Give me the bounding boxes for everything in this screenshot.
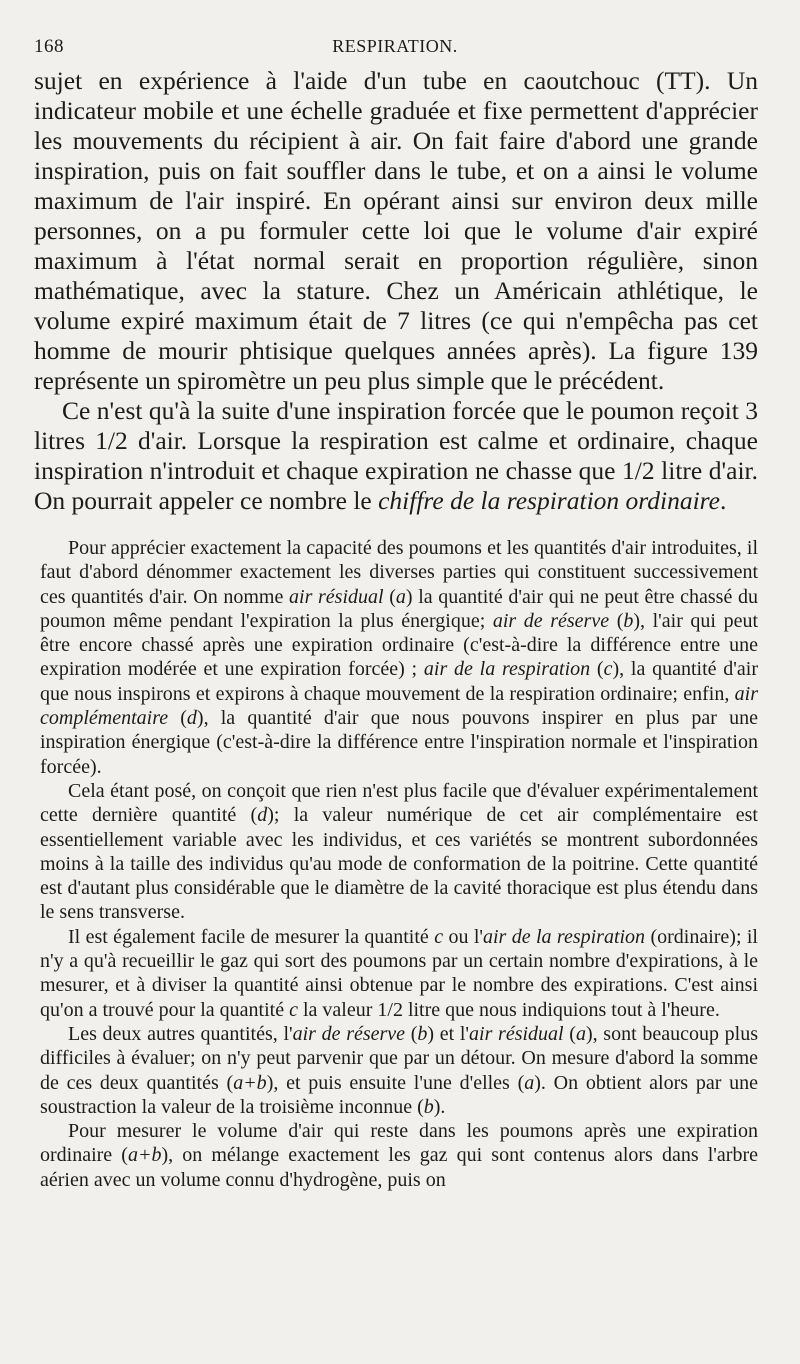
italic-term: air de réserve xyxy=(492,609,610,632)
text-run: (ordinaire); il n'y a qu'à recueillir le gaz qui sort des poumons par un certain nombre d'expirations, à le mesurer, et à diviser la quantité ainsi obtenue par le nombre des expirations. C'est ainsi qu'on a trouvé pour la quantité xyxy=(40,925,758,1021)
page-number: 168 xyxy=(34,36,64,57)
paragraph-complementary-air xyxy=(40,779,758,925)
text-run: ), la quantité d'air que nous pouvons inspirer en plus par une inspiration énergique (c'est-à-dire la différence entre l'inspiration normale et l'inspiration forcée). xyxy=(40,707,758,778)
paragraph-text: Ce n'est qu'à la suite d'une inspiration forcée que le poumon reçoit 3 litres 1/2 d'air. Lorsque la respiration est calme et ordinaire, chaque inspiration n'introduit et chaque expiration ne chasse que 1/2 litre d'air. On pourrait appeler ce nombre le xyxy=(34,396,758,515)
text-run: Les deux autres quantités, l' xyxy=(68,1022,293,1045)
italic-term: air complémentaire xyxy=(40,682,758,730)
text-run: Il est également facile de mesurer la quantité xyxy=(68,925,435,948)
paragraph-text: . xyxy=(719,486,727,515)
text-run: ), sont beaucoup plus difficiles à évaluer; on n'y peut parvenir que par un détour. On mesure d'abord la somme de ces deux quantités ( xyxy=(40,1022,758,1094)
text-run: ( xyxy=(609,609,624,632)
text-run: Pour mesurer le volume d'air qui reste dans les poumons après une expiration ordinaire ( xyxy=(40,1120,758,1167)
text-run: ( xyxy=(405,1022,418,1045)
italic-variable: b xyxy=(417,1022,428,1045)
text-run: ) la quantité d'air qui ne peut être chassé du poumon même pendant l'expiration la plus énergique; xyxy=(40,585,758,632)
text-run: ). On obtient alors par une soustraction la valeur de la troisième inconnue ( xyxy=(40,1071,758,1118)
text-run: ( xyxy=(590,658,604,681)
italic-term: air résidual xyxy=(289,585,384,608)
text-run: ), l'air qui peut être encore chassé après une expiration ordinaire (c'est-à-dire la différence entre une expiration modérée et une expiration forcée) ; xyxy=(40,609,759,681)
italic-variable: a xyxy=(575,1022,586,1045)
running-title: RESPIRATION. xyxy=(332,36,458,56)
italic-variable: d xyxy=(186,707,197,730)
paragraph-reserve-residual xyxy=(40,1022,758,1119)
italic-variable: b xyxy=(423,1095,434,1118)
italic-variable: a+b xyxy=(233,1071,267,1094)
italic-term: air de la respiration xyxy=(423,658,591,681)
italic-term: air de la respiration xyxy=(483,925,646,948)
italic-variable: b xyxy=(623,609,634,632)
text-run: ). xyxy=(433,1095,446,1118)
paragraph-air-definitions xyxy=(40,536,758,779)
paragraph-respiration-air xyxy=(40,925,758,1022)
italic-variable: c xyxy=(434,925,444,948)
paragraph-spirometer: sujet en expérience à l'aide d'un tube en caoutchouc (TT). Un indicateur mobile et une échelle graduée et fixe permettent d'apprécier les mouvements du récipient à air. On fait faire d'abord une grande inspiration, puis on fait souffler dans le tube, et on a ainsi le volume maximum de l'air inspiré. En opérant ainsi sur environ deux mille personnes, on a pu formuler cette loi que le volume d'air expiré maximum à l'état normal serait en proportion régulière, sinon mathématique, avec la stature. Chez un Américain athlétique, le volume expiré maximum était de 7 litres (ce qui n'empêcha pas cet homme de mourir phtisique quelques années après). La figure 139 représente un spiromètre un peu plus simple que le précédent. xyxy=(34,66,758,395)
small-type-section xyxy=(34,536,758,1192)
text-run: ( xyxy=(383,585,396,608)
text-run: Cela étant posé, on conçoit que rien n'est plus facile que d'évaluer expérimentalement cette dernière quantité ( xyxy=(40,779,758,827)
text-run: la valeur 1/2 litre que nous indiquions tout à l'heure. xyxy=(297,998,720,1021)
text-run: ou l' xyxy=(443,925,483,948)
paragraph-hydrogen-method xyxy=(40,1119,758,1192)
text-run: ( xyxy=(168,707,187,730)
page-body xyxy=(34,66,758,1192)
paragraph-respiration-volume xyxy=(34,396,758,516)
italic-variable: d xyxy=(257,804,268,827)
page-header xyxy=(34,36,756,62)
text-run: ); la valeur numérique de cet air complémentaire est essentiellement variable avec les individus, et ces variétés se montrent subordonnées moins à la taille des individus qu'au mode de conformation de la poitrine. Cette quantité est d'autant plus considérable que le diamètre de la cavité thoracique est plus étendu dans le sens transverse. xyxy=(40,804,758,924)
italic-variable: a xyxy=(524,1071,535,1094)
text-run: Pour apprécier exactement la capacité des poumons et les quantités d'air introduites, il faut d'abord dénommer exactement les diverses parties qui constituent successivement ces quantités d'air. On nomme xyxy=(40,537,758,608)
italic-term: air résidual xyxy=(469,1022,564,1045)
text-run: ), on mélange exactement les gaz qui sont contenus alors dans l'arbre aérien avec un volume connu d'hydrogène, puis on xyxy=(40,1144,758,1191)
large-type-section xyxy=(34,66,758,516)
text-run: ), et puis ensuite l'une d'elles ( xyxy=(266,1071,525,1094)
italic-variable: c xyxy=(289,998,298,1021)
italic-variable: c xyxy=(603,658,613,681)
text-run: ), la quantité d'air que nous inspirons et expirons à chaque mouvement de la respiration ordinaire; enfin, xyxy=(40,658,758,705)
emphasis-text: chiffre de la respiration ordinaire xyxy=(378,486,720,515)
italic-variable: a xyxy=(395,585,406,608)
italic-term: air de réserve xyxy=(292,1022,406,1045)
text-run: ) et l' xyxy=(427,1022,470,1045)
italic-variable: a+b xyxy=(127,1144,162,1167)
text-run: ( xyxy=(563,1022,576,1045)
